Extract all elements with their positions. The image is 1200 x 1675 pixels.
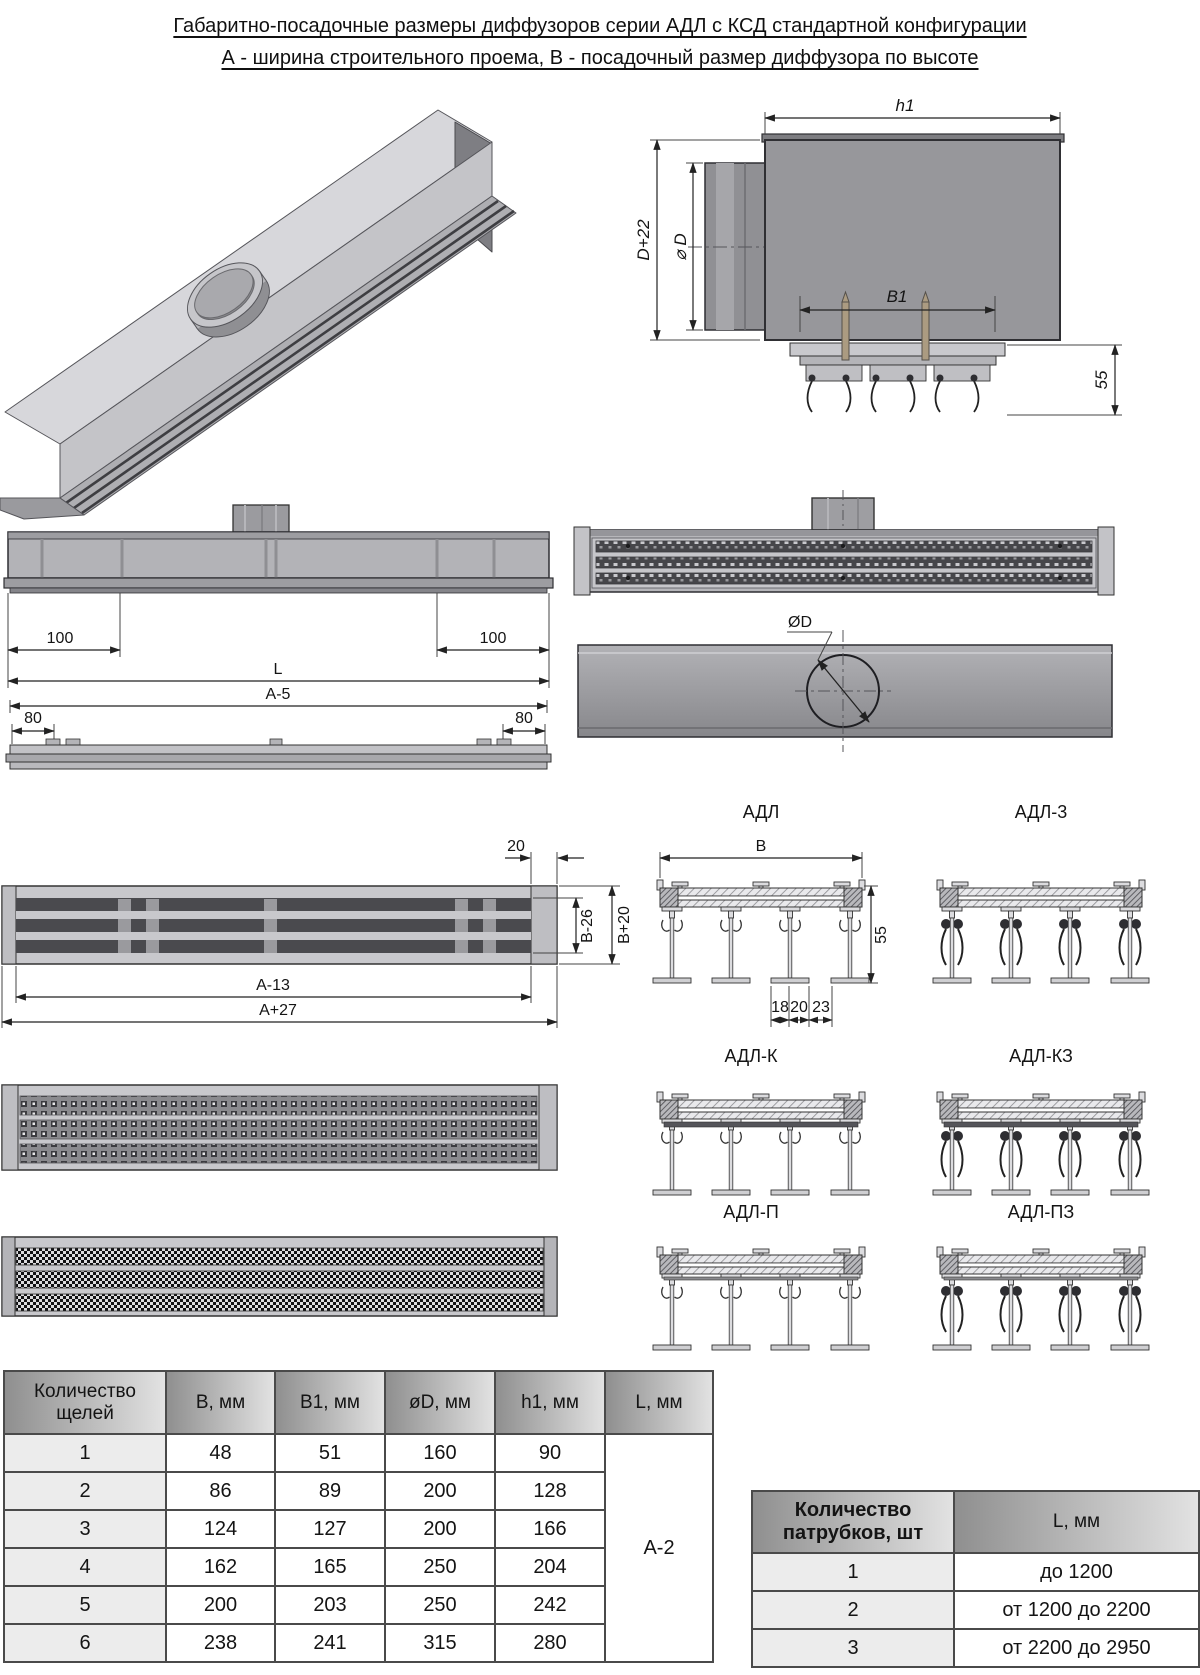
title-line-2: А - ширина строительного проема, В - посадочный размер диффузора по высоте [221,47,979,69]
dim-55-side: 55 [1092,370,1111,390]
dim-20-section: 20 [790,999,808,1016]
cell: 5 [4,1586,166,1624]
table-row [4,1434,713,1472]
section-adlk-drawing [653,1092,869,1195]
cell: 89 [275,1472,385,1510]
side-view-springs [808,381,979,412]
header-h1: h1, мм [495,1371,605,1434]
section-adl3-drawing [933,880,1149,983]
bottom-view-drawing [574,490,1114,595]
header-pipe-l: L, мм [954,1491,1199,1553]
cell: от 1200 до 2200 [954,1591,1199,1629]
dim-100-left: 100 [46,630,74,647]
header-b1: В1, мм [275,1371,385,1434]
cell-l-merged: А-2 [605,1434,713,1662]
cell: 51 [275,1434,385,1472]
section-adlp3-drawing [933,1247,1149,1350]
pipes-table [751,1490,1200,1668]
label-adlp3: АДЛ-ПЗ [1007,1202,1075,1222]
dim-d-plus-22: D+22 [634,219,653,261]
dim-80-right: 80 [515,710,533,727]
cell: 200 [385,1472,495,1510]
pipes-table-header-row [752,1491,1199,1553]
slots-table [3,1370,714,1663]
cell: 86 [166,1472,275,1510]
cell: 124 [166,1510,275,1548]
front-elevation-drawing [4,505,553,769]
dim-23: 23 [812,999,830,1016]
cell: 128 [495,1472,605,1510]
cell: 238 [166,1624,275,1662]
dim-B: В [755,838,767,855]
cell: 6 [4,1624,166,1662]
cell: 160 [385,1434,495,1472]
dim-a13: А-13 [256,977,290,994]
dim-80-left: 80 [24,710,42,727]
label-adl3: АДЛ-3 [1014,802,1068,822]
cell: 250 [385,1586,495,1624]
section-adlp-drawing [653,1247,869,1350]
cell: 90 [495,1434,605,1472]
table-row [752,1553,1199,1591]
label-adlk3: АДЛ-КЗ [1009,1046,1073,1066]
table-row [752,1591,1199,1629]
cell: 1 [4,1434,166,1472]
cell: 165 [275,1548,385,1586]
cell: 4 [4,1548,166,1586]
perforated-grille-drawing [2,1085,557,1170]
header-b: В, мм [166,1371,275,1434]
cell: 1 [752,1553,954,1591]
cell: 166 [495,1510,605,1548]
cell: 204 [495,1548,605,1586]
cell: до 1200 [954,1553,1199,1591]
cell: 3 [4,1510,166,1548]
dim-L: L [273,661,283,678]
dim-18: 18 [771,999,789,1016]
header-slot-count: Количество щелей [4,1371,166,1434]
dim-b1: B1 [886,287,908,306]
cell: 48 [166,1434,275,1472]
header-l: L, мм [605,1371,713,1434]
title-line-1: Габаритно-посадочные размеры диффузоров серии АДЛ с КСД стандартной конфигурации [173,15,1027,37]
label-adl: АДЛ [742,802,780,822]
dim-20-grille: 20 [507,838,525,855]
dim-b20: В+20 [616,906,633,944]
cell: от 2200 до 2950 [954,1629,1199,1667]
cell: 203 [275,1586,385,1624]
adapter-strip-drawing [6,739,551,769]
top-view-drawing [578,614,1112,752]
cell: 2 [4,1472,166,1510]
dim-55-section: 55 [873,926,890,944]
grille-face-drawing [2,838,633,1028]
cell: 162 [166,1548,275,1586]
side-view-drawing [634,96,1122,415]
section-adlk3-drawing [933,1092,1149,1195]
cell: 280 [495,1624,605,1662]
dim-b26: В-26 [579,909,596,943]
iso-view-drawing [0,110,516,519]
cell: 315 [385,1624,495,1662]
cell: 242 [495,1586,605,1624]
dim-phi-d: ⌀ D [671,233,690,261]
cell: 200 [166,1586,275,1624]
cell: 250 [385,1548,495,1586]
table-row [752,1629,1199,1667]
cell: 200 [385,1510,495,1548]
dim-h1: h1 [895,96,915,115]
label-adlp: АДЛ-П [723,1202,779,1222]
cell: 2 [752,1591,954,1629]
cell: 241 [275,1624,385,1662]
slots-table-header-row [4,1371,713,1434]
header-pipe-count: Количество патрубков, шт [752,1491,954,1553]
label-adlk: АДЛ-К [724,1046,778,1066]
cell: 127 [275,1510,385,1548]
dim-100-right: 100 [479,630,507,647]
dim-phi-d-cap: ØD [788,614,812,631]
cell: 3 [752,1629,954,1667]
dim-a5: А-5 [265,686,291,703]
mesh-grille-drawing [2,1237,557,1316]
dim-a27: А+27 [259,1002,297,1019]
section-adl-drawing [653,838,890,1027]
header-d: øD, мм [385,1371,495,1434]
